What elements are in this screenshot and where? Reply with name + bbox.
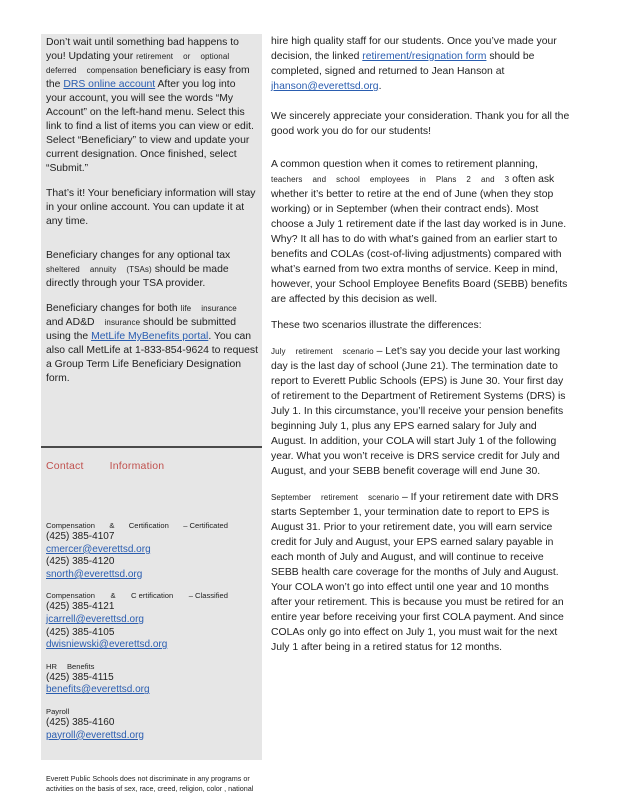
text: annuity bbox=[89, 265, 117, 274]
text: 3 bbox=[504, 175, 510, 184]
text: should be submitted using the bbox=[46, 317, 237, 342]
september-scenario-paragraph bbox=[271, 490, 571, 655]
text: school bbox=[336, 175, 360, 184]
contact-heading-part: – Classified bbox=[188, 591, 228, 601]
text: hire high quality staff for our students. Once you’ve made your decision, the linked bbox=[271, 36, 557, 62]
july-scenario-paragraph bbox=[271, 344, 571, 479]
contact-heading-part: Compensation bbox=[46, 521, 95, 530]
metlife-portal-link[interactable]: MetLife MyBenefits portal bbox=[91, 331, 209, 342]
contact-group bbox=[46, 520, 260, 581]
contact-email-link[interactable]: benefits@everettsd.org bbox=[46, 684, 150, 696]
text: insurance bbox=[201, 304, 237, 313]
text: retirement bbox=[321, 493, 359, 502]
contact-group-heading bbox=[46, 590, 228, 601]
text: After you log into your account, you will see the words “My Account” on the left-hand menu. Select this link to find a list of items you can view or edit. Select “Beneficiary” to view and update your current designation. Once finished, select “Submit.” bbox=[46, 79, 254, 174]
text: A common question when it comes to retirement planning, bbox=[271, 159, 538, 170]
text: scenario bbox=[342, 347, 374, 356]
text: beneficiary is easy from the bbox=[46, 65, 250, 90]
text: retirement bbox=[295, 347, 333, 356]
text: optional bbox=[200, 52, 230, 61]
contact-heading-part: Certification bbox=[128, 521, 169, 530]
text: deferred bbox=[46, 66, 77, 75]
contact-heading-part: C ertification bbox=[131, 591, 174, 601]
jhanson-email-link[interactable]: jhanson@everettsd.org bbox=[271, 81, 379, 92]
text: sheltered bbox=[46, 265, 80, 274]
sidebar-divider bbox=[41, 446, 262, 448]
contact-heading-part: – Certificated bbox=[183, 521, 228, 530]
contact-email-link[interactable]: jcarrell@everettsd.org bbox=[46, 613, 144, 625]
contact-phone: (425) 385-4107 bbox=[46, 531, 115, 542]
metlife-paragraph bbox=[46, 302, 258, 386]
text: in bbox=[419, 175, 426, 184]
text: insurance bbox=[104, 318, 141, 327]
text: teachers bbox=[271, 175, 303, 184]
text: (TSAs) bbox=[126, 265, 152, 274]
text: retirement bbox=[136, 52, 174, 61]
contact-phone: (425) 385-4121 bbox=[46, 601, 115, 613]
sidebar-text bbox=[46, 36, 258, 397]
contact-email-link[interactable]: snorth@everettsd.org bbox=[46, 568, 143, 580]
text: scenario bbox=[368, 493, 400, 502]
contact-group bbox=[46, 661, 260, 697]
sidebar-column bbox=[41, 34, 262, 793]
contact-heading-part: HR bbox=[46, 661, 57, 671]
text: employees bbox=[369, 175, 410, 184]
contact-phone: (425) 385-4105 bbox=[46, 626, 115, 638]
contact-heading-part: & bbox=[110, 591, 116, 601]
text: September bbox=[271, 493, 312, 502]
tsa-paragraph bbox=[46, 249, 258, 291]
contact-list bbox=[46, 520, 260, 751]
contact-group bbox=[46, 590, 260, 651]
text: Beneficiary changes for both bbox=[46, 303, 181, 314]
contact-email-link[interactable]: payroll@everettsd.org bbox=[46, 729, 144, 741]
thank-you-paragraph: We sincerely appreciate your consideration. Thank you for all the good work you do for our students! bbox=[271, 111, 570, 137]
thats-it-paragraph: That’s it! Your beneficiary information will stay in your online account. You can update it at any time. bbox=[46, 188, 256, 227]
common-question-paragraph bbox=[271, 157, 571, 307]
text: life bbox=[180, 304, 192, 313]
text: Plans bbox=[435, 175, 457, 184]
contact-heading-part: Payroll bbox=[46, 706, 70, 716]
drs-beneficiary-paragraph bbox=[46, 36, 258, 176]
text: – Let’s say you decide your last working day is the last day of school (June 21). The termination date to report to Everett Public Schools (EPS) is June 30. Your first day of retirement to the Department of Retirement Systems (DRS) is July 1. In this circumstance, you’ll receive your pension benefits beginning July 1, plus any EPS earned salary for July and August. In addition, your COLA will start July 1 of the following year. What you won’t receive is DRS service credit for July and August, and your SEBB benefit coverage will end June 30. bbox=[271, 346, 566, 477]
contact-group-heading bbox=[46, 661, 260, 672]
contact-email-link[interactable]: cmercer@everettsd.org bbox=[46, 543, 151, 555]
contact-phone: (425) 385-4115 bbox=[46, 671, 114, 683]
text: . bbox=[378, 81, 382, 92]
text: – If your retirement date with DRS starts September 1, your termination date to report to EPS is August 31. Prior to your retirement date, you will earn service credit for July and August, your EPS earned salary payable in each month of July and August, and will continue to receive SEBB health care coverage for the months of July and August. Your COLA won’t go into effect until one year and 10 months after your retirement. This is because you must be retired for an entire year before receiving your first COLA payment. And since COLAs only go into effect on July 1, you must wait for the next July 1 after being in a retired status for 12 months. bbox=[271, 492, 564, 653]
text: and AD&D bbox=[46, 317, 95, 328]
contact-heading-word: Contact bbox=[46, 460, 84, 472]
contact-heading bbox=[46, 460, 164, 472]
text: July bbox=[271, 347, 286, 356]
form-paragraph bbox=[271, 34, 571, 94]
text: should be made directly through your TSA provider. bbox=[46, 264, 229, 289]
text: or bbox=[183, 52, 191, 61]
text: and bbox=[312, 175, 327, 184]
text: compensation bbox=[86, 66, 138, 75]
text: should be completed, signed and returned to Jean Hanson at bbox=[271, 51, 535, 77]
contact-heading-part: Compensation bbox=[46, 591, 95, 601]
text: 2 bbox=[466, 175, 471, 184]
text: . You can also call MetLife at 1-833-854-9624 to request a Group Term Life Beneficiary Designation form. bbox=[46, 331, 258, 384]
text: Don’t wait until something bad happens to you! Updating your bbox=[46, 37, 239, 62]
main-column bbox=[271, 34, 571, 666]
retirement-form-link[interactable]: retirement/resignation form bbox=[362, 51, 487, 62]
contact-heading-word: Information bbox=[109, 460, 165, 472]
scenarios-intro: These two scenarios illustrate the differences: bbox=[271, 320, 482, 331]
text: Beneficiary changes for any optional tax bbox=[46, 250, 231, 261]
text: and bbox=[480, 175, 495, 184]
contact-group bbox=[46, 706, 260, 742]
contact-phone: (425) 385-4160 bbox=[46, 716, 115, 728]
contact-heading-part: Benefits bbox=[66, 661, 95, 671]
contact-email-link[interactable]: dwisniewski@everettsd.org bbox=[46, 639, 168, 651]
contact-heading-part: & bbox=[109, 521, 115, 530]
text: often ask whether it’s better to retire at the end of June (when they stop working) or in September (when their contract ends). Most choose a July 1 retirement date if the last day worked is in June. Why? It all has to do with what’s gained from an earlier start to benefits and COLAs (cost-of-living adjustments) compared with what’s earned from two extra months of service. Keep in mind, however, your School Employee Benefits Board (SEBB) benefits are affected by this decision as well. bbox=[271, 174, 568, 305]
contact-group-heading bbox=[46, 520, 228, 531]
contact-phone: (425) 385-4120 bbox=[46, 556, 115, 568]
drs-online-account-link[interactable]: DRS online account bbox=[63, 79, 156, 90]
nondiscrimination-notice: Everett Public Schools does not discriminate in any programs or activities on the basis of sex, race, creed, religion, color , national bbox=[46, 774, 254, 793]
contact-group-heading bbox=[46, 706, 260, 717]
